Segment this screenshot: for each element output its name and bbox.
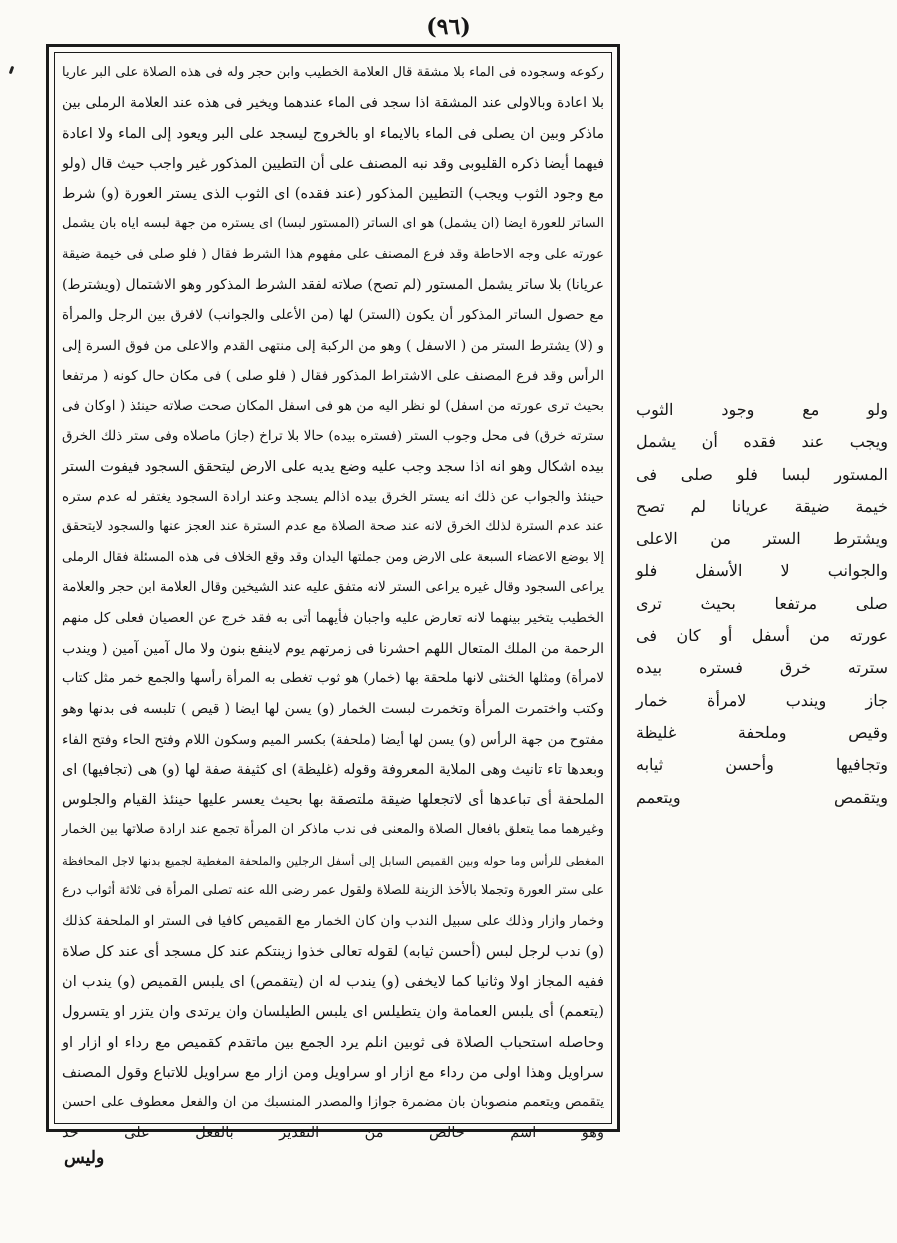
main-text-line: الرحمة من الملك المتعال اللهم احشرنا فى زمرتهم يوم لاينفع بنون ولا مال آمين آمين ( ويندب	[62, 640, 604, 657]
main-text-line: حينئذ والجواب عن ذلك انه يستر الخرق بيده اذالم يسجد وعند ارادة السجود يغتفر له عدم ستره	[62, 489, 604, 506]
main-text-block	[62, 58, 604, 1142]
main-text-line: ركوعه وسجوده فى الماء بلا مشقة قال العلامة الخطيب وابن حجر وله فى هذه الصلاة على البر عاريا	[62, 65, 604, 80]
margin-note-line: المستور لبسا فلو صلى فى	[636, 464, 888, 484]
margin-note-line: وقيص وملحفة غليظة	[636, 722, 888, 742]
main-text-line: ففيه المجاز اولا وثانيا كما لايخفى (و) يندب له ان (يتقمص) اى يلبس القميص (و) يندب ان	[62, 972, 604, 990]
main-text-line: بحيث ترى عورته من اسفل) لو نظر اليه من هو فى اسفل المكان صحت صلاته حينئذ ( اوكان فى	[62, 398, 604, 415]
main-text-line: سترته خرق) فى محل وجوب الستر (فستره بيده) حالا بلا تراخ (جاز) ماصلاه وفى ستر ذلك الخرق	[62, 428, 604, 444]
main-text-line: الملحفة أى تباعدها أى لاتجعلها ضيقة ملتصقة بها بحيث يعسر عليها حينئذ القيام والجلوس	[62, 791, 604, 809]
main-text-line: وبعدها تاء تانيث وهى الملاية المعروفة وقوله (غليظة) اى كثيفة صفة لها (و) هى (تجافيها) اى	[62, 761, 604, 778]
main-text-line: وخمار وازار وذلك على سبيل الندب وان كان الخمار مع القميص كافيا فى الستر او الملحفة كذلك	[62, 913, 604, 930]
main-text-line: وهو اسم خالص من التقدير بالفعل على حد	[62, 1124, 604, 1142]
main-text-line: يتقمص ويتعمم منصوبان بان مضمرة جوازا والمصدر المنسبك من ان والفعل معطوف على احسن	[62, 1095, 604, 1111]
main-text-line: يراعى السجود وقال غيره يراعى الستر لانه متفق عليه عند الشيخين وقال العلامة ابن حجر والعلامة	[62, 580, 604, 596]
main-text-line: مفتوح من جهة الرأس (و) يسن لها أيضا (ملحفة) بكسر الميم وسكون اللام وفتح الحاء وفتح الفاء	[62, 731, 604, 748]
stray-ink-mark	[9, 66, 15, 75]
main-text-line: إلا بوضع الاعضاء السبعة على الارض ومن جملتها اليدان وقد وقع الخلاف فى هذه المسئلة فقال الرملى	[62, 549, 604, 565]
margin-note-line: ويجب عند فقده أن يشمل	[636, 432, 888, 452]
main-text-line: وغيرهما مما يتعلق بافعال الصلاة والمعنى فى ندب ماذكر ان المرأة تجمع عند ارادة صلاتها بين الخمار	[62, 822, 604, 838]
main-text-line: عريانا) بلا ساتر يشمل المستور (لم تصح) صلاته لفقد الشرط المذكور وهو الاشتمال (ويشترط)	[62, 277, 604, 294]
margin-note-line: جاز ويندب لامرأة خمار	[636, 690, 888, 710]
margin-note-line: والجوانب لا الأسفل فلو	[636, 561, 888, 581]
margin-note-line: عورته من أسفل أو كان فى	[636, 626, 888, 646]
margin-note-line: ويتقمص ويتعمم	[636, 787, 888, 807]
page-number: (٩٦)	[426, 14, 471, 40]
main-text-line: (و) ندب لرجل لبس (أحسن ثيابه) لقوله تعالى خذوا زينتكم عند كل مسجد أى عند كل صلاة	[62, 942, 604, 960]
margin-note-line: خيمة ضيقة عريانا لم تصح	[636, 496, 888, 516]
main-text-line: بيده اشكال وهو انه اذا سجد وجب عليه وضع يديه على الارض ليتحقق السجود فيفوت الستر	[62, 458, 604, 475]
main-text-line: عند عدم السترة لذلك الخرق لانه عند صحة الصلاة مع عدم السترة عند العجز عنها والسجود لايتحقق	[62, 519, 604, 535]
margin-note-line: صلى مرتفعا بحيث ترى	[636, 593, 888, 613]
main-text-line: وكتب واختمرت المرأة وتخمرت لبست الخمار (و) يسن لها ايضا ( قيص ) تلبسه فى بدنها وهو	[62, 701, 604, 718]
main-text-line: مع حصول الساتر المذكور أن يكون (الستر) لها (من الأعلى والجوانب) لافرق بين الرجل والمرأة	[62, 307, 604, 324]
main-text-line: مع وجود الثوب ويجب) التطيين المذكور (عند فقده) اى الثوب الذى يستر العورة (و) شرط	[62, 185, 604, 203]
main-text-line: وحاصله استحباب الصلاة فى ثوبين انلم يرد الجمع بين ماتقدم كقميص مع رداء او ازار او	[62, 1033, 604, 1051]
margin-note-line: ولو مع وجود الثوب	[636, 400, 888, 419]
main-text-line: سراويل وهذا اولى من رداء مع ازار او سراويل ومن ازار مع سراويل للاتباع وقول المصنف	[62, 1063, 604, 1081]
main-text-line: فيهما أيضا ذكره القليوبى وقد نبه المصنف على أن التطيين المذكور غير واجب حيث قال (ولو	[62, 155, 604, 172]
main-text-line: لامرأة) ومثلها الخنثى لانها ملحقة بها (خمار) هو ثوب تغطى به المرأة رأسها والجمع خمر مثل كتاب	[62, 670, 604, 686]
main-text-line: على ستر العورة وتجملا بالأخذ الزينة للصلاة ولقول عمر رضى الله عنه تصلى المرأة فى ثلاثة أثواب درع	[62, 883, 604, 899]
main-text-line: (يتعمم) أى يلبس العمامة وان يتطيلس اى يلبس الطيلسان وان يرتدى وان يتزر او يتسرول	[62, 1003, 604, 1021]
main-text-line: المغطى للرأس وما حوله وبين القميص السابل إلى أسفل الرجلين والملحفة المغطية لجميع بدنها لاجل المحافظة	[62, 853, 604, 868]
catchword: وليس	[64, 1148, 105, 1168]
main-text-line: عورته على وجه الاحاطة وقد فرع المصنف على مفهوم هذا الشرط فقال ( فلو صلى فى خيمة ضيقة	[62, 246, 604, 262]
main-text-line: و (لا) يشترط الستر من ( الاسفل ) وهو من الركبة إلى منتهى القدم والاعلى من فوق السرة إلى	[62, 337, 604, 354]
main-text-line: ماذكر وبين ان يصلى فى الماء بالايماء او بالخروج ليسجد على البر ويعود إلى الماء ولا اعادة	[62, 125, 604, 142]
margin-note-line: سترته خرق فستره بيده	[636, 658, 888, 678]
main-text-line: الخطيب يتخير بينهما لانه تعارض عليه واجبان فأيهما أتى به فقد خرج عن العصيان فعلى كل منهم	[62, 610, 604, 627]
margin-note-line: وتجافيها وأحسن ثيابه	[636, 755, 888, 775]
margin-note-line: ويشترط الستر من الاعلى	[636, 529, 888, 549]
main-text-line: بلا اعادة وبالاولى عند المشقة اذا سجد فى الماء عندهما ويخير فى هذه عند العلامة الرملى بين	[62, 95, 604, 112]
main-text-line: الرأس وقد فرع المصنف على الاشتراط المذكور فقال ( فلو صلى ) فى مكان حال كونه ( مرتفعا	[62, 367, 604, 384]
main-text-line: الساتر للعورة ايضا (ان يشمل) هو اى الساتر (المستور لبسا) اى يستره من جهة لبسه اياه بان يشمل	[62, 216, 604, 232]
margin-commentary	[636, 394, 888, 807]
